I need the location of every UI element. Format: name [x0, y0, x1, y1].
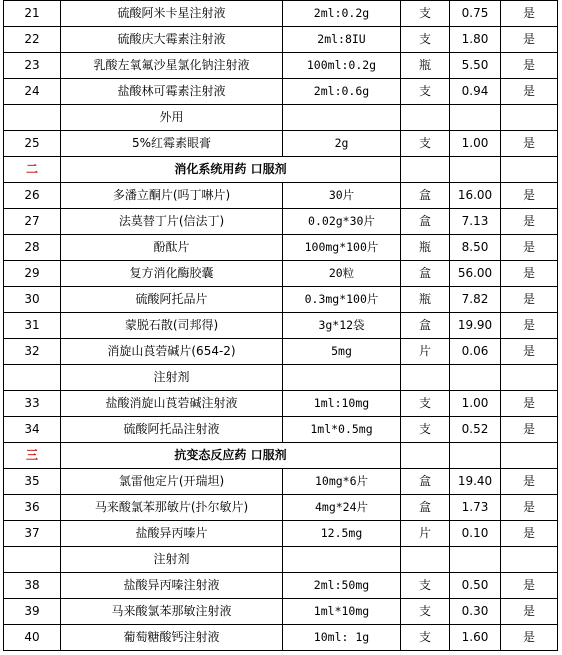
- drug-row: [4, 131, 558, 157]
- row-number: 35: [4, 469, 61, 495]
- drug-name: 盐酸异丙嗪注射液: [61, 573, 283, 599]
- drug-unit: 片: [401, 339, 450, 365]
- drug-price: 56.00: [450, 261, 501, 287]
- drug-unit: 盒: [401, 313, 450, 339]
- drug-price: 0.50: [450, 573, 501, 599]
- row-number: 34: [4, 417, 61, 443]
- row-number: 23: [4, 53, 61, 79]
- drug-name: 硫酸阿米卡星注射液: [61, 1, 283, 27]
- drug-name: 盐酸异丙嗪片: [61, 521, 283, 547]
- drug-unit: 瓶: [401, 235, 450, 261]
- drug-spec: 2ml:0.6g: [283, 79, 401, 105]
- drug-name: 复方消化酶胶囊: [61, 261, 283, 287]
- drug-row: [4, 339, 558, 365]
- drug-name: 多潘立酮片(吗丁啉片): [61, 183, 283, 209]
- drug-unit: 盒: [401, 469, 450, 495]
- empty-cell: [501, 443, 558, 469]
- drug-row: [4, 625, 558, 651]
- drug-name: 盐酸消旋山莨菪碱注射液: [61, 391, 283, 417]
- row-number: 38: [4, 573, 61, 599]
- drug-spec: 1ml*0.5mg: [283, 417, 401, 443]
- drug-flag: 是: [501, 131, 558, 157]
- drug-spec: 10mg*6片: [283, 469, 401, 495]
- drug-name: 马来酸氯苯那敏注射液: [61, 599, 283, 625]
- drug-flag: 是: [501, 183, 558, 209]
- drug-price: 1.00: [450, 391, 501, 417]
- drug-price: 0.94: [450, 79, 501, 105]
- drug-spec: 2ml:8IU: [283, 27, 401, 53]
- drug-spec: 20粒: [283, 261, 401, 287]
- section-number: 三: [4, 443, 61, 469]
- row-number: 25: [4, 131, 61, 157]
- drug-spec: 4mg*24片: [283, 495, 401, 521]
- drug-row: [4, 313, 558, 339]
- subcategory-row: [4, 365, 558, 391]
- row-number: 31: [4, 313, 61, 339]
- drug-price-table: [3, 0, 558, 651]
- row-number: [4, 105, 61, 131]
- drug-price: 7.13: [450, 209, 501, 235]
- drug-flag: 是: [501, 209, 558, 235]
- row-number: 29: [4, 261, 61, 287]
- drug-flag: 是: [501, 521, 558, 547]
- drug-spec: [283, 365, 401, 391]
- drug-spec: 1ml*10mg: [283, 599, 401, 625]
- drug-spec: 100mg*100片: [283, 235, 401, 261]
- drug-unit: [401, 547, 450, 573]
- drug-unit: 瓶: [401, 53, 450, 79]
- drug-name: 葡萄糖酸钙注射液: [61, 625, 283, 651]
- drug-name: 硫酸阿托品注射液: [61, 417, 283, 443]
- section-title: 抗变态反应药 口服剂: [61, 443, 401, 469]
- empty-cell: [401, 157, 450, 183]
- drug-unit: 支: [401, 131, 450, 157]
- drug-flag: 是: [501, 625, 558, 651]
- drug-spec: 12.5mg: [283, 521, 401, 547]
- subcategory-label: 外用: [61, 105, 283, 131]
- drug-price: [450, 547, 501, 573]
- drug-spec: 100ml:0.2g: [283, 53, 401, 79]
- drug-flag: 是: [501, 495, 558, 521]
- row-number: 32: [4, 339, 61, 365]
- drug-flag: [501, 547, 558, 573]
- drug-table-body: [4, 1, 558, 651]
- drug-name: 硫酸庆大霉素注射液: [61, 27, 283, 53]
- row-number: [4, 365, 61, 391]
- section-title: 消化系统用药 口服剂: [61, 157, 401, 183]
- row-number: 26: [4, 183, 61, 209]
- subcategory-label: 注射剂: [61, 365, 283, 391]
- drug-unit: [401, 105, 450, 131]
- drug-flag: 是: [501, 339, 558, 365]
- drug-unit: 支: [401, 417, 450, 443]
- drug-flag: 是: [501, 53, 558, 79]
- drug-price: 1.00: [450, 131, 501, 157]
- drug-row: [4, 27, 558, 53]
- drug-name: 马来酸氯苯那敏片(扑尔敏片): [61, 495, 283, 521]
- drug-unit: [401, 365, 450, 391]
- drug-unit: 盒: [401, 183, 450, 209]
- drug-price: 0.30: [450, 599, 501, 625]
- subcategory-row: [4, 547, 558, 573]
- drug-flag: 是: [501, 79, 558, 105]
- drug-spec: [283, 547, 401, 573]
- subcategory-row: [4, 105, 558, 131]
- drug-unit: 盒: [401, 209, 450, 235]
- drug-flag: 是: [501, 287, 558, 313]
- drug-price: 19.90: [450, 313, 501, 339]
- drug-spec: 0.3mg*100片: [283, 287, 401, 313]
- drug-flag: 是: [501, 1, 558, 27]
- drug-unit: 盒: [401, 495, 450, 521]
- row-number: 40: [4, 625, 61, 651]
- drug-unit: 支: [401, 1, 450, 27]
- drug-name: 消旋山莨菪碱片(654-2): [61, 339, 283, 365]
- drug-spec: 10ml: 1g: [283, 625, 401, 651]
- empty-cell: [450, 443, 501, 469]
- drug-spec: 1ml:10mg: [283, 391, 401, 417]
- section-header-row: [4, 443, 558, 469]
- drug-unit: 支: [401, 391, 450, 417]
- drug-price: 0.52: [450, 417, 501, 443]
- drug-name: 法莫替丁片(信法丁): [61, 209, 283, 235]
- drug-name: 硫酸阿托品片: [61, 287, 283, 313]
- drug-price: [450, 365, 501, 391]
- drug-unit: 支: [401, 599, 450, 625]
- drug-row: [4, 79, 558, 105]
- drug-row: [4, 599, 558, 625]
- drug-unit: 瓶: [401, 287, 450, 313]
- drug-price: 19.40: [450, 469, 501, 495]
- section-header-row: [4, 157, 558, 183]
- row-number: 36: [4, 495, 61, 521]
- drug-row: [4, 261, 558, 287]
- drug-price: 0.06: [450, 339, 501, 365]
- drug-spec: 2g: [283, 131, 401, 157]
- drug-spec: 2ml:50mg: [283, 573, 401, 599]
- drug-unit: 片: [401, 521, 450, 547]
- drug-flag: 是: [501, 417, 558, 443]
- drug-price: 5.50: [450, 53, 501, 79]
- row-number: 27: [4, 209, 61, 235]
- empty-cell: [450, 157, 501, 183]
- drug-flag: 是: [501, 235, 558, 261]
- drug-row: [4, 287, 558, 313]
- drug-spec: 0.02g*30片: [283, 209, 401, 235]
- drug-unit: 支: [401, 625, 450, 651]
- drug-row: [4, 235, 558, 261]
- drug-flag: 是: [501, 27, 558, 53]
- drug-row: [4, 1, 558, 27]
- drug-price: 16.00: [450, 183, 501, 209]
- drug-name: 5%红霉素眼膏: [61, 131, 283, 157]
- drug-row: [4, 521, 558, 547]
- drug-price: 0.10: [450, 521, 501, 547]
- drug-spec: 5mg: [283, 339, 401, 365]
- drug-price: 0.75: [450, 1, 501, 27]
- drug-flag: 是: [501, 391, 558, 417]
- drug-price: 7.82: [450, 287, 501, 313]
- drug-flag: 是: [501, 261, 558, 287]
- drug-row: [4, 391, 558, 417]
- drug-unit: 盒: [401, 261, 450, 287]
- drug-spec: 3g*12袋: [283, 313, 401, 339]
- drug-unit: 支: [401, 573, 450, 599]
- drug-price: 1.73: [450, 495, 501, 521]
- drug-flag: 是: [501, 313, 558, 339]
- row-number: 37: [4, 521, 61, 547]
- drug-flag: 是: [501, 469, 558, 495]
- drug-price: [450, 105, 501, 131]
- drug-flag: 是: [501, 573, 558, 599]
- drug-unit: 支: [401, 79, 450, 105]
- row-number: 33: [4, 391, 61, 417]
- drug-name: 蒙脱石散(司邦得): [61, 313, 283, 339]
- section-number: 二: [4, 157, 61, 183]
- row-number: 22: [4, 27, 61, 53]
- empty-cell: [501, 157, 558, 183]
- drug-price: 1.80: [450, 27, 501, 53]
- drug-row: [4, 573, 558, 599]
- empty-cell: [401, 443, 450, 469]
- drug-spec: 30片: [283, 183, 401, 209]
- row-number: 21: [4, 1, 61, 27]
- drug-name: 氯雷他定片(开瑞坦): [61, 469, 283, 495]
- drug-price: 1.60: [450, 625, 501, 651]
- subcategory-label: 注射剂: [61, 547, 283, 573]
- drug-flag: [501, 105, 558, 131]
- row-number: 24: [4, 79, 61, 105]
- drug-flag: 是: [501, 599, 558, 625]
- drug-row: [4, 53, 558, 79]
- row-number: 30: [4, 287, 61, 313]
- drug-flag: [501, 365, 558, 391]
- drug-row: [4, 469, 558, 495]
- drug-unit: 支: [401, 27, 450, 53]
- drug-name: 乳酸左氧氟沙星氯化钠注射液: [61, 53, 283, 79]
- drug-name: 盐酸林可霉素注射液: [61, 79, 283, 105]
- drug-name: 酚酞片: [61, 235, 283, 261]
- drug-price: 8.50: [450, 235, 501, 261]
- drug-row: [4, 209, 558, 235]
- drug-row: [4, 417, 558, 443]
- drug-row: [4, 495, 558, 521]
- drug-spec: [283, 105, 401, 131]
- row-number: [4, 547, 61, 573]
- row-number: 28: [4, 235, 61, 261]
- drug-row: [4, 183, 558, 209]
- drug-spec: 2ml:0.2g: [283, 1, 401, 27]
- row-number: 39: [4, 599, 61, 625]
